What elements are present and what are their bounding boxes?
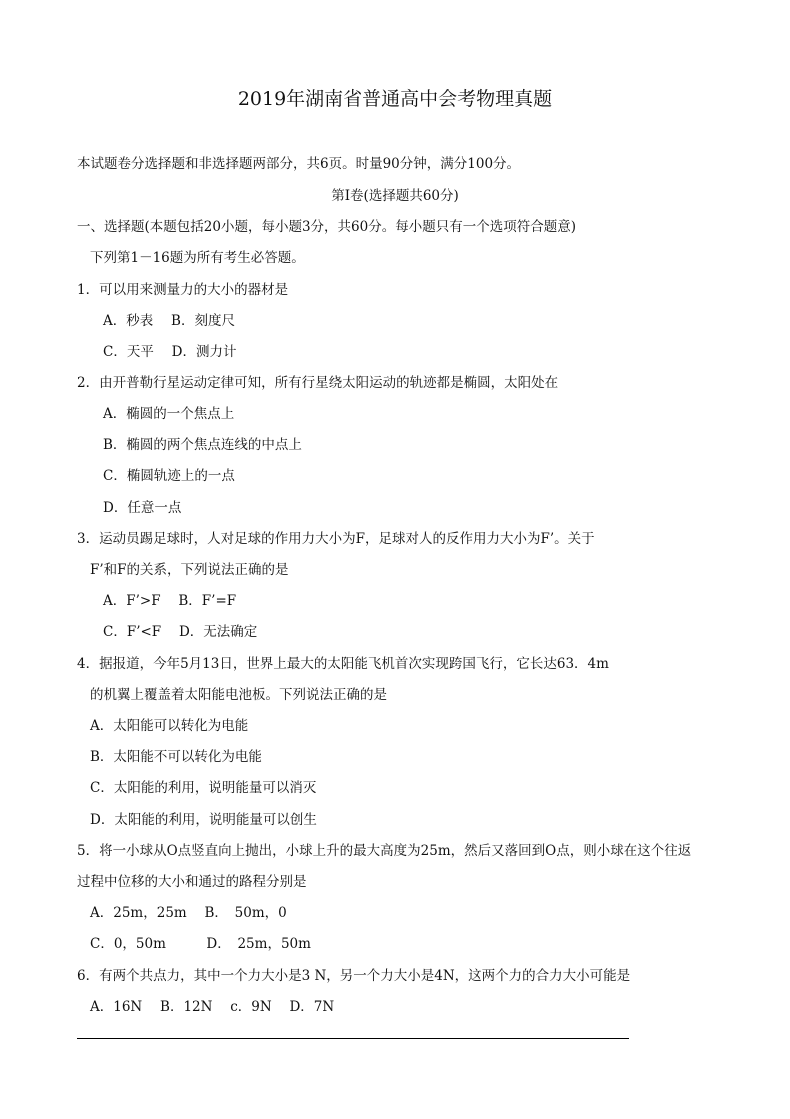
question-option: C．天平 D．测力计 — [103, 344, 237, 360]
question-stem-continued: 的机翼上覆盖着太阳能电池板。下列说法正确的是 — [90, 687, 387, 703]
question-stem-continued: 过程中位移的大小和通过的路程分别是 — [77, 874, 307, 890]
question-option: C．椭圆轨迹上的一点 — [103, 468, 235, 484]
section-title: 第Ⅰ卷(选择题共60分) — [331, 188, 459, 204]
question-stem: 4．据报道，今年5月13日，世界上最大的太阳能飞机首次实现跨国飞行，它长达63．4m — [77, 656, 609, 672]
question-option: D．任意一点 — [103, 500, 182, 516]
exam-intro: 本试题卷分选择题和非选择题两部分，共6页。时量90分钟，满分100分。 — [77, 156, 521, 172]
question-option: C．太阳能的利用，说明能量可以消灭 — [90, 780, 317, 796]
question-option: A．16N B．12N c．9N D．7N — [90, 999, 335, 1015]
question-stem: 1．可以用来测量力的大小的器材是 — [77, 282, 289, 298]
question-option: C．F’<F D．无法确定 — [103, 624, 258, 640]
question-option: A．25m，25m B． 50m，0 — [90, 905, 287, 921]
question-option: C．0，50m D． 25m，50m — [90, 936, 311, 952]
page-title: 2019年湖南省普通高中会考物理真题 — [237, 88, 553, 110]
question-option: B．太阳能不可以转化为电能 — [90, 749, 262, 765]
footer-divider — [77, 1038, 629, 1039]
question-option: A．椭圆的一个焦点上 — [103, 406, 235, 422]
part-heading: 一、选择题(本题包括20小题，每小题3分，共60分。每小题只有一个选项符合题意) — [77, 219, 576, 235]
question-option: A．秒表 B．刻度尺 — [103, 313, 235, 329]
question-option: A．F’>F B．F’=F — [103, 593, 237, 609]
question-stem-continued: F’和F的关系，下列说法正确的是 — [90, 562, 289, 578]
question-option: D．太阳能的利用，说明能量可以创生 — [90, 812, 317, 828]
question-stem: 3．运动员踢足球时，人对足球的作用力大小为F，足球对人的反作用力大小为F’。关于 — [77, 531, 595, 547]
question-stem: 5．将一小球从O点竖直向上抛出，小球上升的最大高度为25m，然后又落回到O点，则小球在这个往返 — [77, 843, 692, 859]
part-note: 下列第1－16题为所有考生必答题。 — [90, 250, 305, 266]
question-option: A．太阳能可以转化为电能 — [90, 718, 249, 734]
question-stem: 2．由开普勒行星运动定律可知，所有行星绕太阳运动的轨迹都是椭圆，太阳处在 — [77, 375, 559, 391]
question-option: B．椭圆的两个焦点连线的中点上 — [103, 437, 302, 453]
question-stem: 6．有两个共点力，其中一个力大小是3 N，另一个力大小是4N，这两个力的合力大小可能是 — [77, 968, 631, 984]
